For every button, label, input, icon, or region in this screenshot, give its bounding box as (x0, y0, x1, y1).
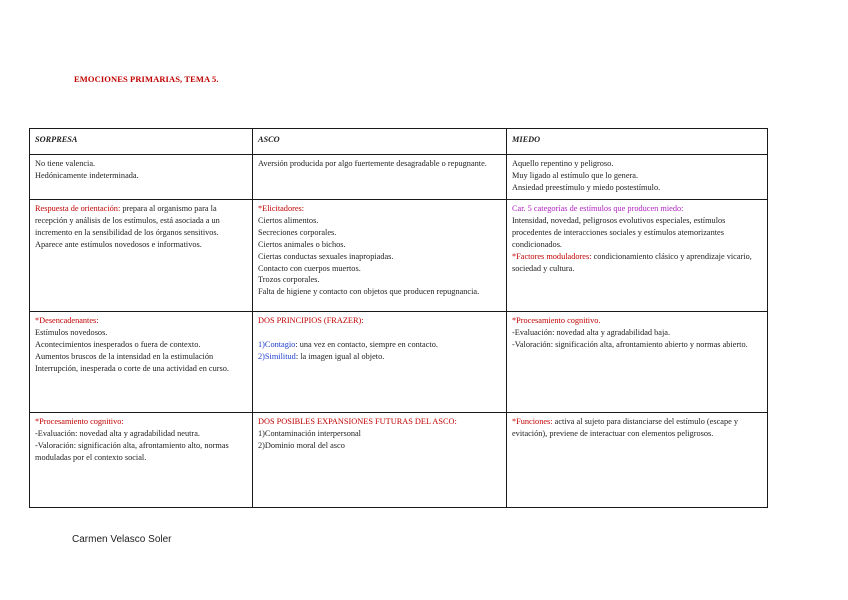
header-miedo: MIEDO (507, 129, 768, 155)
list-item: -Evaluación: novedad alta y agradabilidad baja. (512, 327, 671, 337)
table-row (30, 155, 768, 200)
text-line: Ansiedad preestímulo y miedo postestímulo. (512, 182, 661, 192)
contagion-label: 1)Contagio (258, 339, 296, 349)
functions-label: *Funciones: (512, 417, 553, 426)
text-line: Aquello repentino y peligroso. (512, 159, 614, 168)
list-item: 1)Contaminación interpersonal (258, 428, 361, 438)
cell-sorpresa-orientation (30, 200, 253, 312)
list-item: -Evaluación: novedad alta y agradabilidad neutra. (35, 428, 200, 438)
contagion-text: : una vez en contacto, siempre en contacto. (295, 339, 438, 349)
elicitors-label: *Elicitadores: (258, 204, 305, 213)
spacer (258, 327, 501, 339)
list-item: -Valoración: significación alta, afrontamiento abierto y normas abierto. (512, 339, 748, 349)
similarity-text: : la imagen igual al objeto. (295, 351, 385, 361)
table-row (30, 200, 768, 312)
text-line: Aparece ante estímulos novedosos e informativos. (35, 239, 202, 249)
cell-miedo-processing (507, 312, 768, 413)
list-item: Interrupción, inesperada o corte de una actividad en curso. (35, 363, 229, 373)
cell-sorpresa-processing (30, 413, 253, 508)
list-item: Falta de higiene y contacto con objetos que producen repugnancia. (258, 287, 480, 297)
cell-asco-principles (253, 312, 507, 413)
cell-miedo-categories (507, 200, 768, 312)
list-item: -Valoración: significación alta, afrontamiento alto, normas moduladas por el contexto social. (35, 440, 229, 462)
table-header-row (30, 129, 768, 155)
table-row (30, 312, 768, 413)
similarity-label: 2)Similitud (258, 351, 296, 361)
cell-sorpresa-triggers (30, 312, 253, 413)
header-sorpresa: SORPRESA (30, 129, 253, 155)
orientation-label: Respuesta de orientación: (35, 204, 121, 213)
list-item: 2)Dominio moral del asco (258, 440, 345, 450)
text-line: No tiene valencia. (35, 159, 96, 168)
principle-similarity (258, 351, 501, 363)
principle-contagion (258, 339, 501, 351)
processing-label: *Procesamiento cognitivo: (35, 417, 124, 426)
cell-sorpresa-definition (30, 155, 253, 200)
cell-asco-elicitors (253, 200, 507, 312)
text-line: Muy ligado al estímulo que lo genera. (512, 170, 639, 180)
cell-miedo-functions (507, 413, 768, 508)
list-item: Ciertos animales o bichos. (258, 239, 346, 249)
cell-miedo-definition (507, 155, 768, 200)
categories-text: Intensidad, novedad, peligrosos evolutivos especiales, estímulos procedentes de interacciones sociales y estímulos atemorizantes condicionados. (512, 215, 726, 249)
principles-label: DOS PRINCIPIOS (FRAZER): (258, 316, 364, 325)
modulators-label: *Factores moduladores: (512, 251, 592, 261)
emotions-table (29, 128, 768, 508)
text-line: Aversión producida por algo fuertemente desagradable o repugnante. (258, 159, 487, 168)
list-item: Ciertos alimentos. (258, 215, 319, 225)
cell-asco-expansions (253, 413, 507, 508)
text-line: Hedónicamente indeterminada. (35, 170, 139, 180)
list-item: Trozos corporales. (258, 275, 320, 285)
cell-asco-definition (253, 155, 507, 200)
functions-text: activa al sujeto para distanciarse del estímulo (escape y evitación), previene de interactuar con elementos peligrosos. (512, 417, 739, 438)
triggers-label: *Desencadenantes: (35, 316, 99, 325)
modulators-text: condicionamiento clásico y aprendizaje vicario, sociedad y cultura. (512, 251, 752, 273)
list-item: Estímulos novedosos. (35, 327, 108, 337)
orientation-text: prepara al organismo para la recepción y análisis de los estímulos, está asociada a un incremento en la sensibilidad de los órganos sensitivos. (35, 204, 220, 237)
list-item: Acontecimientos inesperados o fuera de contexto. (35, 339, 201, 349)
header-asco: ASCO (253, 129, 507, 155)
list-item: Secreciones corporales. (258, 227, 337, 237)
list-item: Contacto con cuerpos muertos. (258, 263, 361, 273)
expansions-label: DOS POSIBLES EXPANSIONES FUTURAS DEL ASCO: (258, 417, 457, 426)
list-item: Aumentos bruscos de la intensidad en la estimulación (35, 351, 214, 361)
table-row (30, 413, 768, 508)
author-name: Carmen Velasco Soler (72, 534, 172, 545)
list-item: Ciertas conductas sexuales inapropiadas. (258, 251, 394, 261)
document-title: EMOCIONES PRIMARIAS, TEMA 5. (74, 74, 219, 84)
processing-label: *Procesamiento cognitivo. (512, 316, 601, 325)
categories-label: Car. 5 categorías de estímulos que producen miedo: (512, 204, 684, 213)
